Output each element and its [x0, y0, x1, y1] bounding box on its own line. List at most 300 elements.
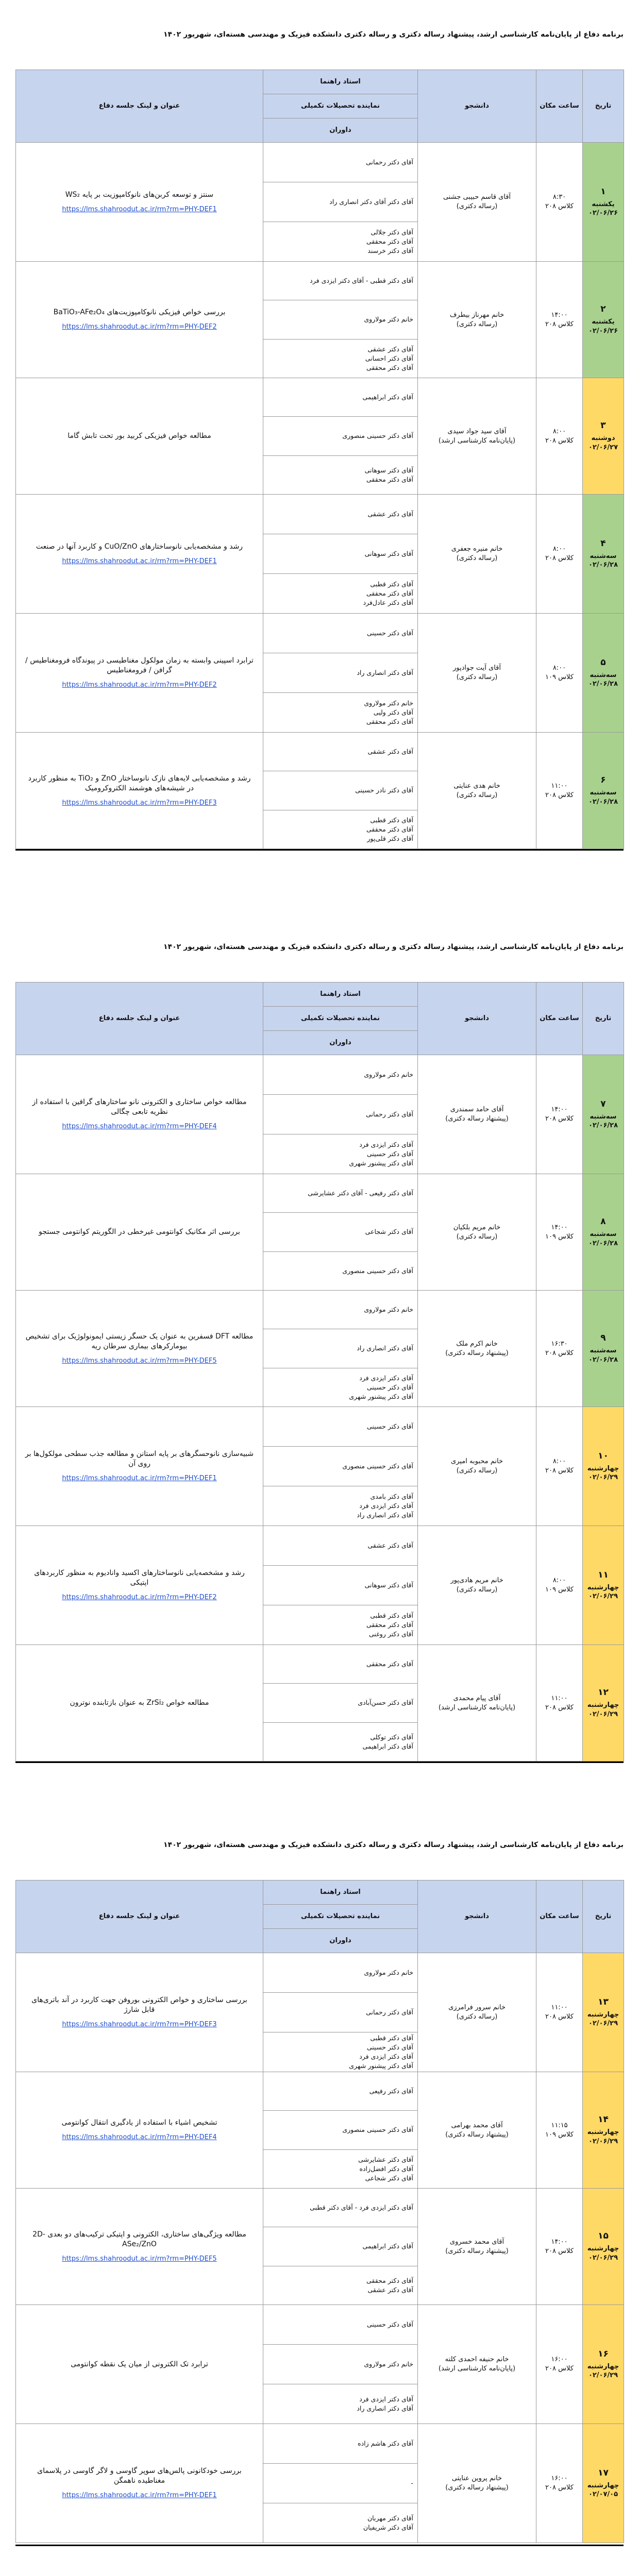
session-date: ۰۲/۰۶/۲۹: [588, 1710, 618, 1718]
header-grad-rep: نماینده تحصیلات تکمیلی: [263, 1905, 417, 1929]
examiners-group: [263, 1134, 417, 1174]
student-cell: [418, 143, 536, 262]
session-date: ۰۲/۰۶/۲۸: [588, 1355, 618, 1364]
examiner-name: آقای دکتر حسینی: [366, 1149, 413, 1158]
examiners-group: [263, 222, 417, 261]
session-place: کلاس ۲۰۸: [545, 2365, 574, 2372]
defense-type: (رساله دکتری): [456, 1586, 498, 1594]
committee-stack: [263, 614, 417, 732]
advisor-name: آقای دکتر رفیعی - آقای دکتر عشایرشی: [308, 1189, 413, 1197]
schedule-row: [16, 1645, 624, 1761]
committee-cell: [263, 2305, 418, 2424]
examiner-name: آقای دکتر محققی: [366, 363, 413, 371]
thesis-title: ترابرد تک الکترونی از میان یک نقطه کوانتومی: [71, 2360, 208, 2368]
advisor-group: [263, 1407, 417, 1447]
schedule-row: [16, 614, 624, 733]
student-cell: [418, 378, 536, 495]
date-cell: [583, 2424, 624, 2543]
header-student: دانشجو: [418, 1880, 536, 1953]
advisor-group: [263, 1953, 417, 1993]
examiner-name: آقای دکتر پیشنور شهری: [349, 1159, 413, 1167]
student-name: خانم محبوبه امیری: [451, 1458, 503, 1466]
schedule-row: [16, 1174, 624, 1291]
session-day: سه‌شنبه: [590, 1347, 617, 1355]
advisor-name: خانم دکتر مولاروی: [364, 1968, 413, 1976]
rep-group: [263, 1329, 417, 1368]
session-time: ۱۴:۰۰: [551, 1223, 568, 1231]
session-day: دوشنبه: [591, 434, 615, 443]
session-number: ۱۴: [598, 2114, 609, 2125]
committee-cell: [263, 1526, 418, 1645]
time-cell: [536, 614, 583, 733]
examiner-name: آقای دکتر خرسند: [367, 247, 413, 255]
defense-type: (رساله دکتری): [456, 202, 498, 210]
header-committee: [263, 982, 418, 1055]
header-committee: [263, 1880, 418, 1953]
session-time: ۱۶:۰۰: [551, 2355, 568, 2364]
examiner-name: آقای دکتر عادل‌فرد: [363, 599, 413, 607]
thesis-title: ترابرد اسپینی وابسته به زمان مولکول مغناطیسی در پیوندگاه فرومغناطیس / گرافن / فرومغناطیس: [25, 656, 254, 675]
time-cell: [536, 2072, 583, 2189]
committee-stack: [263, 2189, 417, 2304]
examiner-name: آقای دکتر ایزدی فرد: [359, 1374, 413, 1382]
advisor-group: [263, 733, 417, 771]
date-cell: [583, 378, 624, 495]
session-date: ۰۲/۰۶/۲۶: [588, 209, 618, 217]
rep-group: [263, 2345, 417, 2384]
session-number: ۴: [600, 538, 606, 549]
thesis-title: مطالعه DFT فسفرین به عنوان یک حسگر زیستی ایمونولوژیک برای تشخیص بیومارکرهای بیماری سرطان ریه: [25, 1332, 254, 1350]
session-number: ۷: [600, 1098, 606, 1109]
student-cell: [418, 2189, 536, 2305]
advisor-group: [263, 1291, 417, 1329]
thesis-title: بررسی خودکانونی پالس‌های سوپر گاوسی و لاگر گاوسی در پلاسمای مغناطیده ناهمگن: [37, 2467, 242, 2485]
session-date: ۰۲/۰۶/۲۹: [588, 2371, 618, 2380]
topic-cell: [16, 262, 263, 378]
topic-cell: [16, 614, 263, 733]
examiner-name: آقای دکتر ولیی: [373, 708, 413, 716]
time-cell: [536, 1407, 583, 1526]
session-time: ۸:۰۰: [552, 545, 566, 553]
session-date: ۰۲/۰۶/۲۹: [588, 2020, 618, 2028]
date-cell: [583, 733, 624, 849]
student-name: آقای سید جواد سیدی: [447, 427, 507, 435]
topic-cell: [16, 733, 263, 849]
examiner-name: آقای دکتر روغنی: [369, 1630, 413, 1638]
session-link[interactable]: https://lms.shahroodut.ac.ir/rm?rm=PHY-DEF1: [62, 205, 217, 213]
header-date: تاریخ: [583, 70, 624, 143]
committee-stack: [263, 733, 417, 849]
committee-stack: [263, 1174, 417, 1290]
examiner-name: آقای دکتر قطبی: [370, 1611, 413, 1619]
examiners-group: [263, 2384, 417, 2424]
examiner-name: آقای دکتر عشقی: [367, 2285, 413, 2294]
advisor-name: آقای دکتر رفیعی: [369, 2087, 413, 2095]
defense-type: (رساله دکتری): [456, 320, 498, 328]
table-bottom-rule: [15, 1761, 624, 1763]
session-place: کلاس ۲۰۸: [545, 436, 574, 445]
schedule-row: [16, 1055, 624, 1174]
time-cell: [536, 378, 583, 495]
advisor-group: [263, 262, 417, 300]
session-day: سه‌شنبه: [590, 552, 617, 560]
session-number: ۱۲: [598, 1687, 609, 1698]
defense-type: (رساله دکتری): [456, 1232, 498, 1241]
session-day: چهارشنبه: [587, 2010, 619, 2019]
advisor-name: آقای دکتر محققی: [366, 1660, 413, 1668]
session-place: کلاس ۲۰۸: [545, 2013, 574, 2021]
rep-group: [263, 2111, 417, 2149]
grad-rep-name: آقای دکتر حسینی منصوری: [342, 1462, 413, 1470]
session-time: ۱۴:۰۰: [551, 311, 568, 319]
session-day: چهارشنبه: [587, 1583, 619, 1591]
page-title: برنامه دفاع از پایان‌نامه کارشناسی ارشد، پیشنهاد رساله دکتری و رساله دکتری دانشکده فیزیک و مهندسی هسته‌ای، شهریور ۱۴۰۲: [163, 943, 624, 951]
grad-rep-name: آقای دکتر حسن‌آبادی: [358, 1699, 413, 1707]
examiners-group: [263, 1252, 417, 1290]
advisor-name: آقای دکتر هاشم زاده: [358, 2439, 413, 2447]
examiner-name: آقای دکتر محققی: [366, 718, 413, 726]
header-examiners: داوران: [329, 126, 351, 134]
session-place: کلاس ۱۰۹: [545, 673, 574, 681]
schedule-row: [16, 1407, 624, 1526]
session-link[interactable]: https://lms.shahroodut.ac.ir/rm?rm=PHY-DEF2: [62, 681, 217, 689]
schedule-row: [16, 2305, 624, 2424]
header-advisor: استاد راهنما: [263, 1880, 417, 1905]
committee-cell: [263, 1407, 418, 1526]
defense-type: (پیشنهاد رساله دکتری): [445, 1115, 509, 1123]
student-name: خانم مریم بلکیان: [453, 1223, 501, 1231]
committee-stack: [263, 1645, 417, 1761]
defense-type: (پیشنهاد رساله دکتری): [445, 1349, 509, 1357]
student-cell: [418, 1526, 536, 1645]
advisor-group: [263, 2424, 417, 2464]
session-date: ۰۲/۰۶/۲۹: [588, 1592, 618, 1601]
advisor-name: آقای دکتر عشقی: [367, 510, 413, 518]
grad-rep-name: آقای دکتر انصاری راد: [357, 1344, 413, 1352]
session-place: کلاس ۱۰۹: [545, 1232, 574, 1241]
session-link[interactable]: https://lms.shahroodut.ac.ir/rm?rm=PHY-DEF3: [62, 799, 217, 807]
grad-rep-name: آقای دکتر رحمانی: [366, 2008, 413, 2016]
student-cell: [418, 2305, 536, 2424]
examiners-group: [263, 1723, 417, 1761]
date-cell: [583, 1055, 624, 1174]
session-place: کلاس ۱۰۹: [545, 2130, 574, 2139]
topic-cell: [16, 143, 263, 262]
thesis-title: رشد و مشخصه‌یابی نانوساختارهای اکسید وانادیوم به منظور کاربردهای اپتیکی: [34, 1569, 245, 1587]
session-time: ۸:۰۰: [552, 427, 566, 435]
committee-cell: [263, 1055, 418, 1174]
student-cell: [418, 1174, 536, 1291]
session-link[interactable]: https://lms.shahroodut.ac.ir/rm?rm=PHY-DEF1: [62, 2492, 217, 2500]
session-day: سه‌شنبه: [590, 789, 617, 797]
session-place: کلاس ۲۰۸: [545, 1349, 574, 1357]
examiner-name: آقای دکتر محققی: [366, 1620, 413, 1629]
rep-group: [263, 1993, 417, 2032]
thesis-title: بررسی خواص فیزیکی نانوکامپوزیت‌های BaTiO₃-AFe₂O₄: [53, 308, 226, 317]
session-day: چهارشنبه: [587, 2362, 619, 2370]
advisor-name: خانم دکتر مولاروی: [364, 1070, 413, 1078]
thesis-title: رشد و مشخصه‌یابی نانوساختارهای CuO/ZnO و کاربرد آنها در صنعت: [36, 542, 243, 551]
header-advisor: استاد راهنما: [263, 70, 417, 94]
session-date: ۰۲/۰۷/۰۵: [588, 2490, 618, 2499]
defense-type: (رساله دکتری): [456, 791, 498, 799]
advisor-name: آقای دکتر ابراهیمی: [362, 393, 413, 401]
grad-rep-name: -: [411, 2479, 413, 2487]
time-cell: [536, 1291, 583, 1407]
rep-group: [263, 417, 417, 455]
session-time: ۱۱:۰۰: [551, 782, 568, 790]
session-number: ۱۰: [598, 1450, 609, 1461]
topic-cell: [16, 2305, 263, 2424]
header-advisor: استاد راهنما: [263, 982, 417, 1007]
advisor-name: خانم دکتر مولاروی: [364, 1306, 413, 1314]
date-cell: [583, 1291, 624, 1407]
examiner-name: آقای دکتر ابراهیمی: [362, 1742, 413, 1750]
examiner-name: آقای دکتر حسینی: [366, 1383, 413, 1391]
session-link[interactable]: https://lms.shahroodut.ac.ir/rm?rm=PHY-DEF2: [62, 323, 217, 331]
examiner-name: آقای دکتر حسینی منصوری: [342, 1266, 413, 1275]
schedule-table: [15, 1880, 624, 2543]
advisor-group: [263, 2305, 417, 2345]
examiners-group: [263, 1486, 417, 1526]
time-cell: [536, 1174, 583, 1291]
topic-cell: [16, 2072, 263, 2189]
examiner-name: آقای دکتر شریفیان: [363, 2523, 413, 2531]
date-cell: [583, 1953, 624, 2072]
session-link[interactable]: https://lms.shahroodut.ac.ir/rm?rm=PHY-DEF5: [62, 1357, 217, 1365]
thesis-title: رشد و مشخصه‌یابی لایه‌های نازک نانوساختار ZnO و TiO₂ به منظور کاربرد در شیشه‌های هوشمند الکتروکرومیک: [28, 774, 251, 792]
examiner-name: آقای دکتر ایزدی فرد: [359, 2395, 413, 2403]
schedule-row: [16, 378, 624, 495]
header-grad-rep: نماینده تحصیلات تکمیلی: [263, 1007, 417, 1031]
session-day: سه‌شنبه: [590, 1112, 617, 1121]
rep-group: [263, 300, 417, 339]
session-number: ۱۷: [598, 2467, 609, 2478]
committee-stack: [263, 1953, 417, 2072]
defense-type: (رساله دکتری): [456, 673, 498, 681]
examiner-name: آقای دکتر قطبی: [370, 2033, 413, 2042]
grad-rep-name: آقای دکتر سوهانی: [364, 1581, 413, 1589]
examiner-name: آقای دکتر محققی: [366, 825, 413, 833]
examiners-group: [263, 2503, 417, 2543]
date-cell: [583, 1526, 624, 1645]
examiner-name: آقای دکتر انصاری راد: [357, 1511, 413, 1519]
advisor-name: آقای دکتر عشقی: [367, 748, 413, 756]
schedule-row: [16, 262, 624, 378]
thesis-title: بررسی اثر مکانیک کوانتومی غیرخطی در الگوریتم کوانتومی جستجو: [39, 1228, 240, 1236]
student-name: خانم اکرم ملک: [456, 1340, 498, 1348]
defense-type: (پایان‌نامه کارشناسی ارشد): [438, 2365, 516, 2372]
header-time: ساعت مکان: [536, 982, 583, 1055]
session-number: ۱: [600, 186, 606, 197]
session-link[interactable]: https://lms.shahroodut.ac.ir/rm?rm=PHY-DEF4: [62, 2133, 217, 2142]
examiner-name: آقای دکتر محققی: [366, 589, 413, 597]
examiners-group: [263, 340, 417, 378]
topic-cell: [16, 1291, 263, 1407]
schedule-row: [16, 1526, 624, 1645]
student-name: خانم حنیفه احمدی کلته: [445, 2355, 509, 2364]
student-name: خانم پروین عنایتی: [451, 2475, 502, 2483]
committee-cell: [263, 2424, 418, 2543]
session-time: ۸:۰۰: [552, 664, 566, 672]
header-topic: عنوان و لینک جلسه دفاع: [16, 1880, 263, 1953]
rep-group: [263, 534, 417, 574]
examiners-group: [263, 2266, 417, 2304]
committee-cell: [263, 378, 418, 495]
session-place: کلاس ۲۰۸: [545, 554, 574, 562]
student-cell: [418, 1291, 536, 1407]
date-cell: [583, 2072, 624, 2189]
committee-stack: [263, 1055, 417, 1174]
examiners-group: [263, 693, 417, 732]
session-place: کلاس ۱۰۹: [545, 1586, 574, 1594]
student-cell: [418, 2072, 536, 2189]
time-cell: [536, 1055, 583, 1174]
session-date: ۰۲/۰۶/۲۹: [588, 1473, 618, 1482]
session-place: کلاس ۲۰۸: [545, 2484, 574, 2492]
session-link[interactable]: https://lms.shahroodut.ac.ir/rm?rm=PHY-DEF3: [62, 2021, 217, 2029]
session-date: ۰۲/۰۶/۲۸: [588, 798, 618, 806]
time-cell: [536, 2189, 583, 2305]
defense-type: (پیشنهاد رساله دکتری): [445, 2130, 509, 2139]
date-cell: [583, 1174, 624, 1291]
session-link[interactable]: https://lms.shahroodut.ac.ir/rm?rm=PHY-DEF1: [62, 557, 217, 565]
header-examiners: داوران: [329, 1039, 351, 1046]
grad-rep-name: آقای دکتر حسینی منصوری: [342, 2126, 413, 2134]
thesis-title: سنتز و توسعه کربن‌های نانوکامپوزیت بر پایه WS₂: [65, 190, 214, 199]
session-link[interactable]: https://lms.shahroodut.ac.ir/rm?rm=PHY-DEF1: [62, 1475, 217, 1483]
thesis-title: مطالعه خواص ZrSi₂ به عنوان بازتابنده نوترون: [70, 1699, 209, 1707]
session-place: کلاس ۲۰۸: [545, 1703, 574, 1711]
committee-cell: [263, 614, 418, 733]
header-date: تاریخ: [583, 982, 624, 1055]
time-cell: [536, 1645, 583, 1761]
examiner-name: آقای دکتر سوهانی: [364, 466, 413, 474]
session-time: ۱۱:۰۰: [551, 2004, 568, 2012]
committee-stack: [263, 262, 417, 378]
session-link[interactable]: https://lms.shahroodut.ac.ir/rm?rm=PHY-DEF4: [62, 1123, 217, 1131]
committee-cell: [263, 1174, 418, 1291]
thesis-title: مطالعه خواص ساختاری و الکترونی نانو ساختارهای گرافین با استفاده از نظریه تابعی چگالی: [32, 1098, 247, 1116]
date-cell: [583, 2189, 624, 2305]
session-time: ۱۴:۰۰: [551, 1106, 568, 1114]
page-title: برنامه دفاع از پایان‌نامه کارشناسی ارشد، پیشنهاد رساله دکتری و رساله دکتری دانشکده فیزیک و مهندسی هسته‌ای، شهریور ۱۴۰۲: [163, 1841, 624, 1849]
defense-type: (پایان‌نامه کارشناسی ارشد): [438, 1703, 516, 1711]
session-place: کلاس ۲۰۸: [545, 791, 574, 799]
session-number: ۱۵: [598, 2231, 609, 2242]
session-link[interactable]: https://lms.shahroodut.ac.ir/rm?rm=PHY-DEF2: [62, 1594, 217, 1602]
thesis-title: مطالعه ویژگی‌های ساختاری، الکترونی و اپتیکی ترکیب‌های دو بعدی 2D-ASe₂/ZnO: [32, 2230, 246, 2248]
examiner-name: آقای دکتر ایزدی فرد: [359, 1140, 413, 1148]
examiner-name: آقای دکتر پیشنور شهری: [349, 2061, 413, 2070]
time-cell: [536, 1953, 583, 2072]
examiner-name: آقای دکتر محققی: [366, 2276, 413, 2284]
examiner-name: آقای دکتر جلالی: [371, 228, 413, 236]
advisor-group: [263, 1645, 417, 1684]
session-time: ۸:۳۰: [552, 193, 566, 201]
rep-group: [263, 1447, 417, 1486]
session-place: کلاس ۲۰۸: [545, 320, 574, 328]
committee-cell: [263, 2189, 418, 2305]
topic-cell: [16, 1407, 263, 1526]
page-title: برنامه دفاع از پایان‌نامه کارشناسی ارشد، پیشنهاد رساله دکتری و رساله دکتری دانشکده فیزیک و مهندسی هسته‌ای، شهریور ۱۴۰۲: [163, 30, 624, 39]
grad-rep-name: آقای دکتر انصاری راد: [357, 668, 413, 676]
session-time: ۱۶:۳۰: [551, 1340, 568, 1348]
examiner-name: آقای دکتر عشایرشی: [358, 2155, 413, 2163]
defense-type: (پایان‌نامه کارشناسی ارشد): [438, 436, 516, 445]
header-student: دانشجو: [418, 70, 536, 143]
advisor-name: آقای دکتر ایزدی فرد - آقای دکتر قطبی: [310, 2204, 413, 2212]
session-day: یکشنبه: [592, 318, 615, 326]
session-number: ۲: [600, 304, 606, 315]
grad-rep-name: آقای دکتر آقای دکتر انصاری راد: [329, 197, 413, 206]
table-bottom-rule: [15, 849, 624, 851]
committee-cell: [263, 1645, 418, 1761]
rep-group: [263, 2464, 417, 2503]
advisor-name: آقای دکتر قطبی - آقای دکتر ایزدی فرد: [310, 277, 413, 285]
thesis-title: تشخیص اشیاء با استفاده از یادگیری انتقال کوانتومی: [61, 2119, 217, 2127]
grad-rep-name: آقای دکتر ابراهیمی: [362, 2242, 413, 2250]
committee-stack: [263, 1407, 417, 1526]
student-name: آقای قاسم حبیبی جشنی: [443, 193, 511, 201]
schedule-row: [16, 495, 624, 614]
defense-type: (رساله دکتری): [456, 554, 498, 562]
topic-cell: [16, 1953, 263, 2072]
date-cell: [583, 614, 624, 733]
header-topic: عنوان و لینک جلسه دفاع: [16, 982, 263, 1055]
committee-stack: [263, 495, 417, 613]
session-date: ۰۲/۰۶/۲۸: [588, 1239, 618, 1247]
examiners-group: [263, 2032, 417, 2072]
schedule-row: [16, 2424, 624, 2543]
topic-cell: [16, 1055, 263, 1174]
session-date: ۰۲/۰۶/۲۹: [588, 2137, 618, 2145]
advisor-name: آقای دکتر حسینی: [366, 629, 413, 637]
session-number: ۹: [600, 1333, 606, 1344]
defense-type: (رساله دکتری): [456, 2013, 498, 2021]
topic-cell: [16, 2189, 263, 2305]
committee-cell: [263, 2072, 418, 2189]
topic-cell: [16, 378, 263, 495]
examiner-name: آقای دکتر پیشنور شهری: [349, 1392, 413, 1400]
student-cell: [418, 1055, 536, 1174]
grad-rep-name: آقای دکتر سوهانی: [364, 549, 413, 557]
examiners-group: [263, 2150, 417, 2188]
committee-cell: [263, 1291, 418, 1407]
student-cell: [418, 614, 536, 733]
topic-cell: [16, 1174, 263, 1291]
session-place: کلاس ۲۰۸: [545, 202, 574, 210]
examiner-name: آقای دکتر ایزدی فرد: [359, 2052, 413, 2060]
session-day: سه‌شنبه: [590, 671, 617, 679]
session-date: ۰۲/۰۶/۲۶: [588, 327, 618, 335]
session-time: ۱۱:۰۰: [551, 1694, 568, 1702]
student-name: خانم مریم هادی‌پور: [450, 1577, 503, 1585]
thesis-title: بررسی ساختاری و خواص الکترونی بوروفن جهت کاربرد در آند باتری‌های قابل شارژ: [31, 1996, 247, 2014]
committee-cell: [263, 733, 418, 849]
student-cell: [418, 733, 536, 849]
date-cell: [583, 262, 624, 378]
examiner-name: آقای دکتر بامدی: [370, 1492, 413, 1500]
examiner-name: آقای دکتر محققی: [366, 475, 413, 483]
student-name: خانم هدی عنایتی: [453, 782, 500, 790]
session-link[interactable]: https://lms.shahroodut.ac.ir/rm?rm=PHY-DEF5: [62, 2255, 217, 2263]
advisor-group: [263, 378, 417, 417]
examiner-name: آقای دکتر افضل‌زاده: [359, 2164, 413, 2173]
schedule-row: [16, 143, 624, 262]
session-day: چهارشنبه: [587, 1701, 619, 1709]
defense-type: (پیشنهاد رساله دکتری): [445, 2484, 509, 2492]
